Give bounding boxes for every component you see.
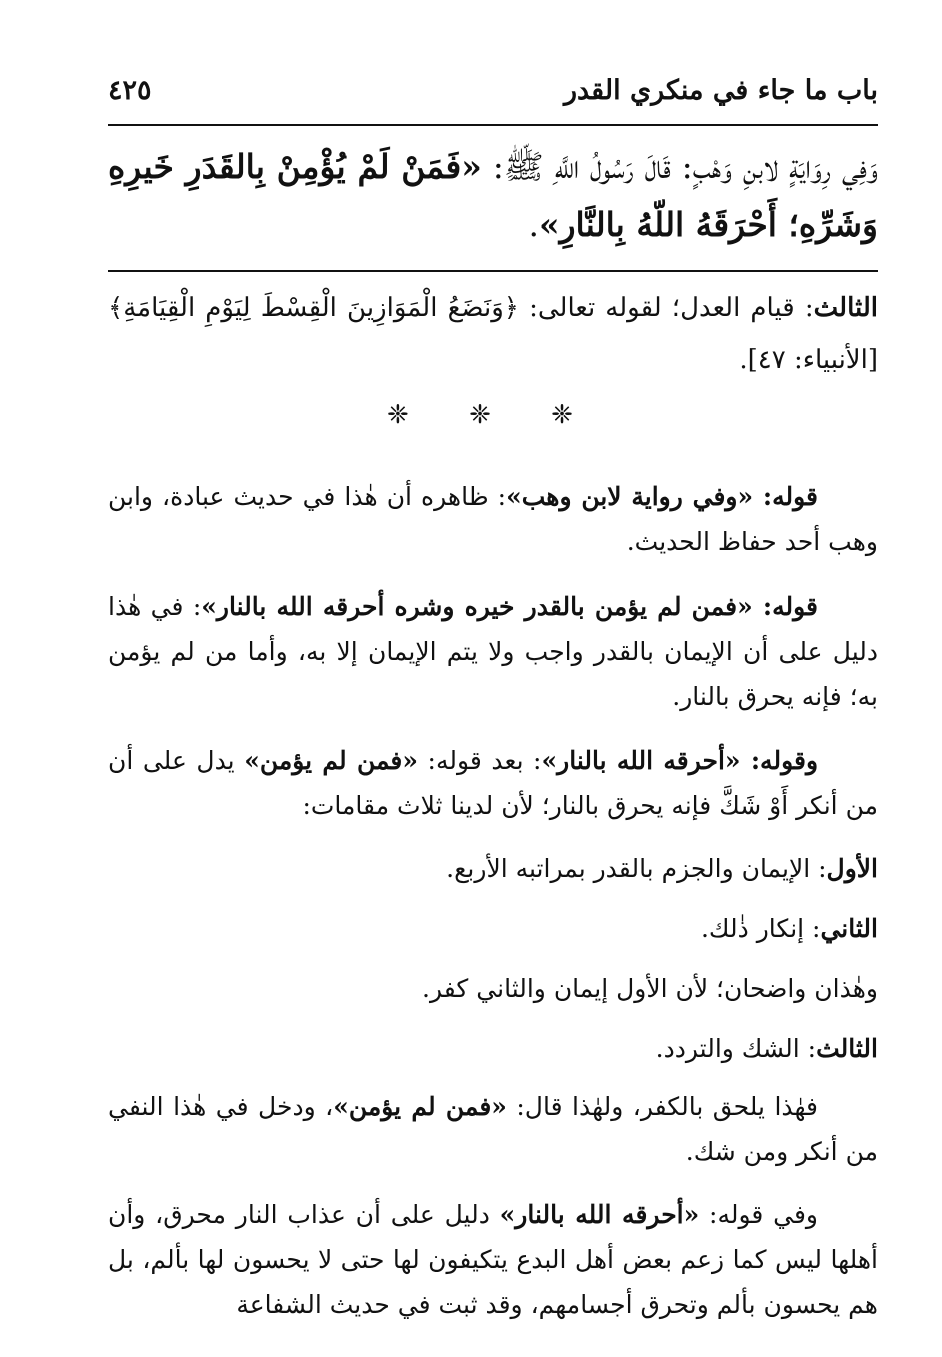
l4-text: : الشك والتردد. [655,1034,817,1063]
commentary-paragraph-4 [108,1084,878,1174]
commentary-paragraph-1 [108,474,878,564]
l3-text: وهٰذان واضحان؛ لأن الأول إيمان والثاني كفر. [422,974,878,1003]
footnote [108,282,878,386]
list-item-second [172,906,878,951]
hadith-quote: «فَمَنْ لَمْ يُؤْمِنْ بِالقَدَرِ خَيرِهِ وَشَرِّهِ؛ أَحْرَقَهُ اللّهُ بِالنَّارِ» [108,147,878,244]
list-note [172,966,878,1011]
footnote-text: : قيام العدل؛ لقوله تعالى: ﴿وَنَضَعُ الْمَوَازِينَ الْقِسْطَ لِيَوْمِ الْقِيَامَةِ﴾ [الأنبياء: ٤٧]. [108,293,878,375]
header-rule [108,124,878,126]
l2-text: : إنكار ذٰلك. [700,914,821,943]
p4-quote: «فمن لم يؤمن» [333,1092,507,1121]
commentary-paragraph-2 [108,584,878,719]
p3-mid: : بعد قوله: [418,746,542,775]
hadith-text [108,138,878,254]
footnote-rule [108,270,878,272]
p5-pre: وفي قوله: [699,1200,818,1229]
hadith-end: . [528,205,539,244]
p2-label: قوله: «فمن لم يؤمن بالقدر خيره وشره أحرقه الله بالنار» [201,592,818,621]
p5-text: دليل على أن عذاب النار محرق، وأن أهلها ليس كما زعم بعض أهل البدع يتكيفون لها حتى لا يحسون لها بألم، بل هم يحسون بألم وتحرق أجسامهم، وقد ثبت في حديث الشفاعة [108,1200,878,1319]
page-number: ٤٢٥ [108,75,152,106]
p1-label: قوله: «وفي رواية لابن وهب» [506,482,818,511]
list-item-first [172,846,878,891]
p2-text: : في هٰذا دليل على أن الإيمان بالقدر واجب ولا يتم الإيمان إلا به، وأما من لم يؤمن به؛ فإنه يحرق بالنار. [108,592,878,711]
footnote-label: الثالث [813,293,878,323]
page-header [108,66,878,106]
list-item-third [172,1026,878,1071]
p3-label: وقوله: «أحرقه الله بالنار» [541,746,819,775]
section-separator: ❈ ❈ ❈ [387,400,599,430]
hadith-intro: وَفِي رِوَايَةٍ لابنِ وَهْبٍ: قَالَ رَسُولُ اللَّهِ ﷺ: [481,147,879,186]
p3-text: يدل على أن من أنكر أَوْ شَكَّ فإنه يحرق بالنار؛ لأن لدينا ثلاث مقامات: [108,746,878,820]
p3-quote: «فمن لم يؤمن» [244,746,419,775]
p4-pre: فهٰذا يلحق بالكفر، ولهٰذا قال: [506,1092,818,1121]
l1-label: الأول [826,854,878,883]
l2-label: الثاني [820,914,878,943]
running-title: باب ما جاء في منكري القدر [563,75,878,106]
l4-label: الثالث [816,1034,878,1063]
p5-quote: «أحرقه الله بالنار» [499,1200,700,1229]
l1-text: : الإيمان والجزم بالقدر بمراتبه الأربع. [446,854,827,883]
p4-text: ، ودخل في هٰذا النفي من أنكر ومن شك. [108,1092,878,1166]
commentary-paragraph-5 [108,1192,878,1327]
p1-text: : ظاهره أن هٰذا في حديث عبادة، وابن وهب أحد حفاظ الحديث. [108,482,878,556]
commentary-paragraph-3 [108,738,878,828]
